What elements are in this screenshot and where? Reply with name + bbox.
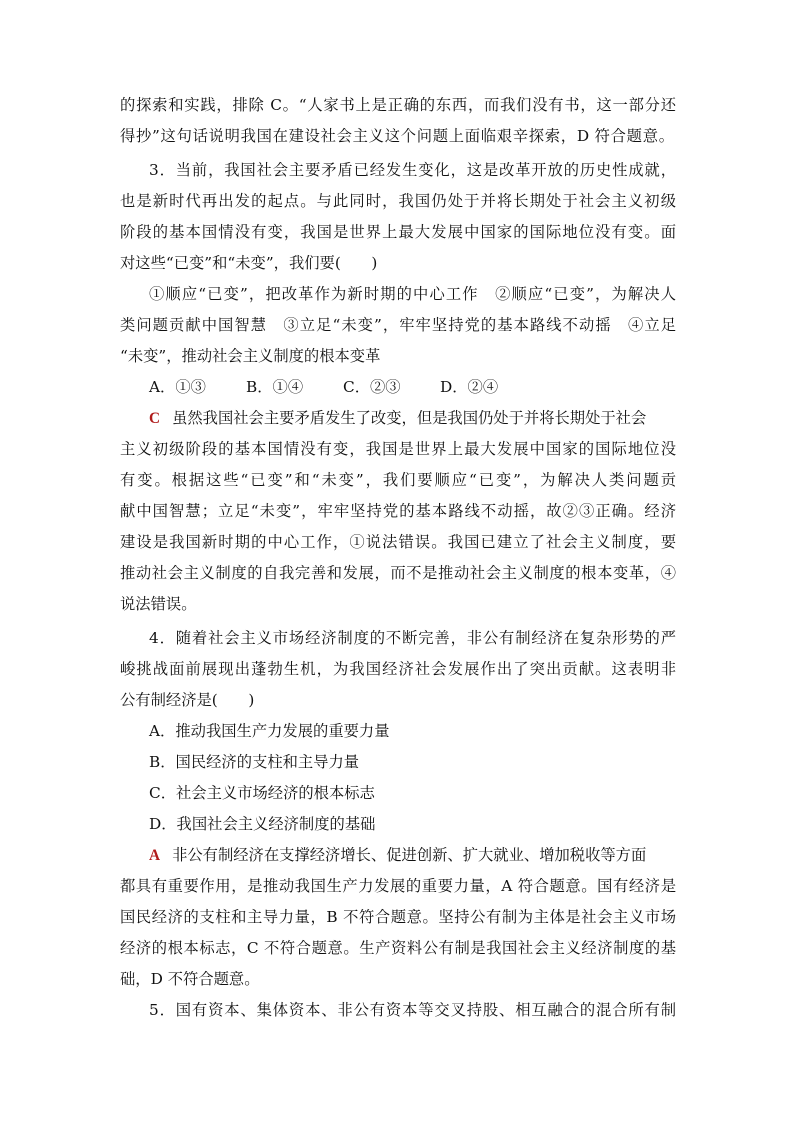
option-c[interactable]: C．社会主义市场经济的根本标志	[149, 784, 375, 802]
text-line: 献中国智慧；立足“未变”，牢牢坚持党的基本路线不动摇，故②③正确。经济	[120, 502, 676, 520]
text-line: 都具有重要作用，是推动我国生产力发展的重要力量，A 符合题意。国有经济是	[120, 877, 676, 895]
text-line: 国民经济的支柱和主导力量，B 不符合题意。坚持公有制为主体是社会主义市场	[120, 908, 676, 926]
text-line: 峻挑战面前展现出蓬勃生机，为我国经济社会发展作出了突出贡献。这表明非	[120, 660, 676, 678]
text-line: 类问题贡献中国智慧 ③立足“未变”，牢牢坚持党的基本路线不动摇 ④立足	[120, 316, 676, 334]
option-d[interactable]: D．我国社会主义经济制度的基础	[149, 815, 376, 833]
option-b[interactable]: B．①④	[246, 378, 304, 396]
question-4-stem: 4．随着社会主义市场经济制度的不断完善，非公有制经济在复杂形势的严	[149, 629, 676, 647]
question-3-stem: 3．当前，我国社会主要矛盾已经发生变化，这是改革开放的历史性成就，	[149, 161, 676, 179]
text-line: 础，D 不符合题意。	[120, 970, 260, 988]
text-line: 得抄”这句话说明我国在建设社会主义这个问题上面临艰辛探索，D 符合题意。	[120, 127, 674, 145]
text-line: 也是新时代再出发的起点。与此同时，我国仍处于并将长期处于社会主义初级	[120, 192, 676, 210]
text-line: 的探索和实践，排除 C。“人家书上是正确的东西，而我们没有书，这一部分还	[120, 96, 676, 114]
text-line: 主义初级阶段的基本国情没有变，我国是世界上最大发展中国家的国际地位没	[120, 440, 676, 458]
text-line: “未变”，推动社会主义制度的根本变革	[120, 347, 381, 365]
text-line: 公有制经济是( )	[120, 691, 255, 709]
answer-explanation: 非公有制经济在支撑经济增长、促进创新、扩大就业、增加税收等方面	[172, 846, 647, 864]
answer-key: A	[149, 847, 161, 864]
option-a[interactable]: A．推动我国生产力发展的重要力量	[149, 722, 390, 740]
option-d[interactable]: D．②④	[440, 378, 499, 396]
option-b[interactable]: B．国民经济的支柱和主导力量	[149, 753, 360, 771]
question-3-statements: ①顺应“已变”，把改革作为新时期的中心工作 ②顺应“已变”，为解决人	[149, 285, 676, 303]
question-3-options	[149, 377, 537, 397]
text-line: 建设是我国新时期的中心工作，①说法错误。我国已建立了社会主义制度，要	[120, 533, 676, 551]
option-c[interactable]: C．②③	[343, 378, 401, 396]
answer-key: C	[149, 410, 161, 427]
text-line: 经济的根本标志，C 不符合题意。生产资料公有制是我国社会主义经济制度的基	[120, 939, 676, 957]
question-5-stem: 5．国有资本、集体资本、非公有资本等交叉持股、相互融合的混合所有制	[149, 1001, 676, 1019]
text-line: 有变。根据这些“已变”和“未变”，我们要顺应“已变”，为解决人类问题贡	[120, 471, 676, 489]
text-line: 推动社会主义制度的自我完善和发展，而不是推动社会主义制度的根本变革，④	[120, 564, 676, 582]
question-3-answer	[149, 408, 676, 429]
option-a[interactable]: A．①③	[149, 378, 206, 396]
text-line: 对这些“已变”和“未变”，我们要( )	[120, 254, 378, 272]
text-line: 阶段的基本国情没有变，我国是世界上最大发展中国家的国际地位没有变。面	[120, 223, 676, 241]
question-4-answer	[149, 845, 676, 866]
text-line: 说法错误。	[120, 595, 197, 613]
answer-explanation: 虽然我国社会主要矛盾发生了改变，但是我国仍处于并将长期处于社会	[172, 409, 647, 427]
